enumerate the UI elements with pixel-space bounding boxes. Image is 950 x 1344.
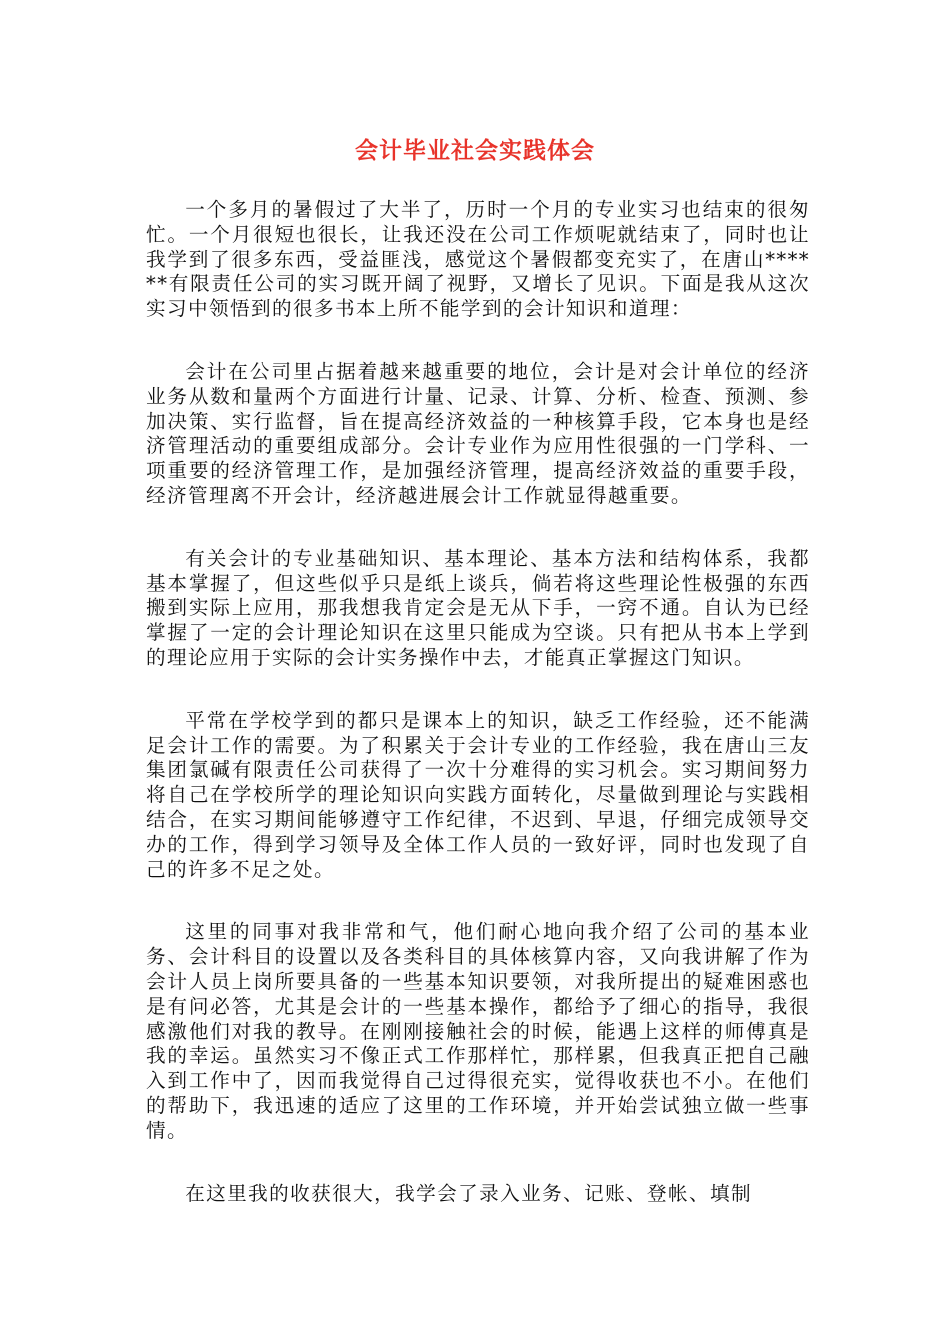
document-title: 会计毕业社会实践体会: [355, 138, 595, 164]
paragraph-3: 有关会计的专业基础知识、基本理论、基本方法和结构体系，我都基本掌握了，但这些似乎只是纸上谈兵，倘若将这些理论性极强的东西搬到实际上应用，那我想我肯定会是无从下手，一窍不通。自认为已经掌握了一定的会计理论知识在这里只能成为空谈。只有把从书本上学到的理论应用于实际的会计实务操作中去，才能真正掌握这门知识。: [146, 546, 810, 669]
paragraph-4: 平常在学校学到的都只是课本上的知识，缺乏工作经验，还不能满足会计工作的需要。为了积累关于会计专业的工作经验，我在唐山三友集团氯碱有限责任公司获得了一次十分难得的实习机会。实习期间努力将自己在学校所学的理论知识向实践方面转化，尽量做到理论与实践相结合，在实习期间能够遵守工作纪律，不迟到、早退，仔细完成领导交办的工作，得到学习领导及全体工作人员的一致好评，同时也发现了自己的许多不足之处。: [146, 708, 810, 881]
document-body: [146, 198, 810, 1244]
paragraph-6: 在这里我的收获很大，我学会了录入业务、记账、登帐、填制: [185, 1181, 753, 1205]
paragraph-1: 一个多月的暑假过了大半了，历时一个月的专业实习也结束的很匆忙。一个月很短也很长，让我还没在公司工作烦呢就结束了，同时也让我学到了很多东西，受益匪浅，感觉这个暑假都变充实了，在唐山******有限责任公司的实习既开阔了视野，又增长了见识。下面是我从这次实习中领悟到的很多书本上所不能学到的会计知识和道理：: [146, 198, 810, 321]
paragraph-5: 这里的同事对我非常和气，他们耐心地向我介绍了公司的基本业务、会计科目的设置以及各类科目的具体核算内容，又向我讲解了作为会计人员上岗所要具备的一些基本知识要领，对我所提出的疑难困惑也是有问必答，尤其是会计的一些基本操作，都给予了细心的指导，我很感激他们对我的教导。在刚刚接触社会的时候，能遇上这样的师傅真是我的幸运。虽然实习不像正式工作那样忙，那样累，但我真正把自己融入到工作中了，因而我觉得自己过得很充实，觉得收获也不小。在他们的帮助下，我迅速的适应了这里的工作环境，并开始尝试独立做一些事情。: [146, 920, 810, 1142]
paragraph-2: 会计在公司里占据着越来越重要的地位，会计是对会计单位的经济业务从数和量两个方面进行计量、记录、计算、分析、检查、预测、参加决策、实行监督，旨在提高经济效益的一种核算手段，它本身也是经济管理活动的重要组成部分。会计专业作为应用性很强的一门学科、一项重要的经济管理工作，是加强经济管理，提高经济效益的重要手段，经济管理离不开会计，经济越进展会计工作就显得越重要。: [146, 359, 810, 507]
